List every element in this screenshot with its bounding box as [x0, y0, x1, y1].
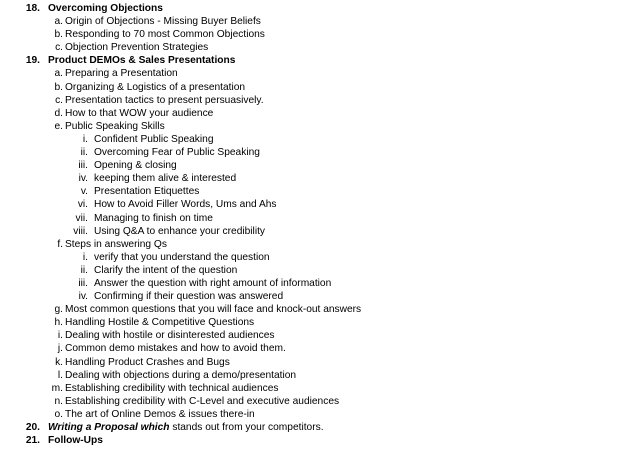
item-text: Using Q&A to enhance your credibility: [94, 225, 266, 237]
item-text: How to Avoid Filler Words, Ums and Ahs: [94, 199, 277, 211]
item-marker: iv.: [78, 291, 88, 303]
list-item-19j: [0, 342, 638, 355]
item-marker: i.: [82, 251, 88, 263]
item-marker: 19.: [25, 55, 40, 67]
item-marker: 20.: [25, 422, 40, 433]
list-item-18a: [0, 15, 638, 28]
list-item-19f-i: [0, 251, 638, 264]
item-marker: vii.: [75, 212, 88, 224]
item-text: Confirming if their question was answered: [94, 291, 284, 303]
item-text: Organizing & Logistics of a presentation: [65, 81, 246, 93]
list-item-19e-vi: [0, 198, 638, 211]
item-marker: d.: [54, 107, 63, 119]
item-marker: n.: [54, 395, 63, 407]
list-item-19e-vii: [0, 212, 638, 225]
item-text: Presentation tactics to present persuasively.: [65, 94, 264, 106]
item-text: Preparing a Presentation: [65, 68, 178, 80]
item-text: Responding to 70 most Common Objections: [65, 29, 265, 41]
item-text: verify that you understand the question: [94, 251, 270, 263]
list-item-18c: [0, 41, 638, 54]
item-text: Common demo mistakes and how to avoid them.: [65, 343, 286, 355]
list-item-21: [0, 434, 638, 447]
item-marker: h.: [54, 317, 63, 329]
list-item-19e-ii: [0, 146, 638, 159]
item-text: Establishing credibility with technical audiences: [65, 382, 279, 394]
list-item-19b: [0, 81, 638, 94]
item-marker: c.: [55, 42, 63, 54]
list-item-19d: [0, 107, 638, 120]
item-marker: 18.: [25, 3, 40, 14]
item-marker: j.: [57, 343, 63, 355]
item-marker: i.: [82, 133, 88, 145]
item-marker: a.: [54, 68, 63, 80]
item-marker: c.: [55, 94, 63, 106]
list-item-19e-iv: [0, 172, 638, 185]
list-item-19l: [0, 369, 638, 382]
item-text: Product DEMOs & Sales Presentations: [48, 55, 236, 67]
list-item-19f-iv: [0, 290, 638, 303]
item-marker: g.: [54, 304, 63, 316]
item-marker: i.: [57, 330, 63, 342]
item-marker: 21.: [25, 435, 40, 447]
list-item-19e: [0, 120, 638, 133]
item-marker: vi.: [77, 199, 88, 211]
item-marker: ii.: [80, 147, 88, 159]
list-item-18b: [0, 28, 638, 41]
item-marker: a.: [54, 16, 63, 28]
list-item-19: [0, 54, 638, 67]
list-item-19i: [0, 329, 638, 342]
item-text: Presentation Etiquettes: [94, 186, 200, 198]
item-marker: iii.: [78, 277, 88, 289]
list-item-19k: [0, 356, 638, 369]
item-text: Opening & closing: [94, 160, 177, 172]
item-text: How to that WOW your audience: [65, 107, 214, 119]
item-marker: iii.: [78, 160, 88, 172]
item-text: Confident Public Speaking: [94, 133, 214, 145]
item-text: Dealing with objections during a demo/presentation: [65, 369, 297, 381]
item-marker: e.: [54, 120, 63, 132]
item-text: [48, 421, 324, 434]
item-text: Handling Product Crashes and Bugs: [65, 356, 230, 368]
item-marker: m.: [51, 382, 63, 394]
item-text-rest: stands out from your competitors.: [169, 422, 324, 433]
item-text: Overcoming Fear of Public Speaking: [94, 147, 260, 159]
item-text: Steps in answering Qs: [65, 238, 167, 250]
list-item-19m: [0, 382, 638, 395]
list-item-19e-i: [0, 133, 638, 146]
item-marker: viii.: [73, 225, 88, 237]
item-marker: v.: [80, 186, 88, 198]
list-item-19f: [0, 238, 638, 251]
item-marker: ii.: [80, 264, 88, 276]
item-text: Managing to finish on time: [94, 212, 213, 224]
list-item-19h: [0, 316, 638, 329]
item-text: Handling Hostile & Competitive Questions: [65, 317, 255, 329]
item-text: keeping them alive & interested: [94, 173, 237, 185]
list-item-19c: [0, 94, 638, 107]
item-marker: o.: [54, 408, 63, 420]
item-text: Overcoming Objections: [48, 3, 163, 14]
list-item-19n: [0, 395, 638, 408]
item-text-emphasis: Writing a Proposal which: [48, 422, 170, 433]
item-text: Follow-Ups: [48, 435, 103, 447]
list-item-19o: [0, 408, 638, 421]
item-text: Clarify the intent of the question: [94, 264, 238, 276]
list-item-19a: [0, 67, 638, 80]
item-text: Dealing with hostile or disinterested audiences: [65, 330, 275, 342]
item-text: Answer the question with right amount of information: [94, 277, 332, 289]
item-text: Most common questions that you will face and knock-out answers: [65, 304, 362, 316]
item-text: Establishing credibility with C-Level and executive audiences: [65, 395, 340, 407]
list-item-19f-ii: [0, 264, 638, 277]
item-marker: iv.: [78, 173, 88, 185]
list-item-20: [0, 421, 638, 434]
list-item-19e-viii: [0, 225, 638, 238]
item-text: The art of Online Demos & issues there-in: [65, 408, 255, 420]
list-item-19g: [0, 303, 638, 316]
list-item-18: [0, 2, 638, 15]
item-text: Public Speaking Skills: [65, 120, 165, 132]
item-marker: k.: [55, 356, 63, 368]
list-item-19f-iii: [0, 277, 638, 290]
list-item-19e-iii: [0, 159, 638, 172]
item-marker: f.: [57, 238, 63, 250]
item-marker: b.: [54, 29, 63, 41]
outline-list: [0, 2, 638, 447]
item-marker: l.: [57, 369, 63, 381]
item-text: Objection Prevention Strategies: [65, 42, 209, 54]
item-marker: b.: [54, 81, 63, 93]
item-text: Origin of Objections - Missing Buyer Beliefs: [65, 16, 261, 28]
list-item-19e-v: [0, 185, 638, 198]
